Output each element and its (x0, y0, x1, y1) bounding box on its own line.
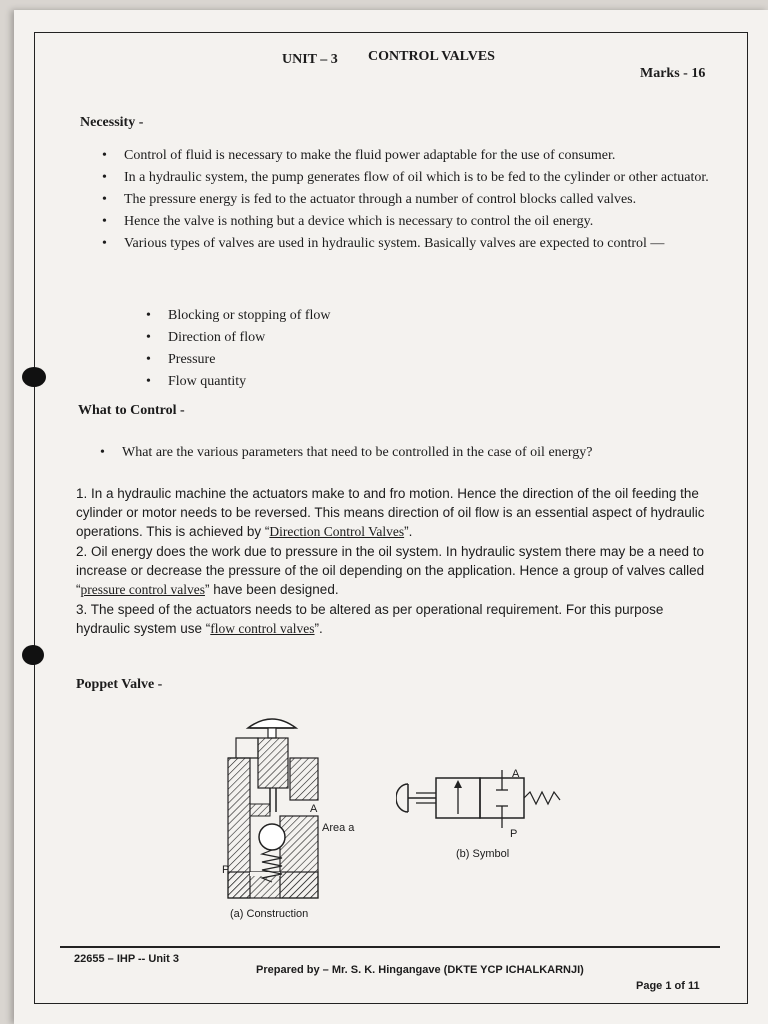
ink-blot (22, 367, 46, 387)
unit-label: UNIT – 3 (282, 52, 338, 67)
list-item: • Various types of valves are used in hydraulic system. Basically valves are expected to control — (102, 234, 722, 254)
control-sub-list (146, 306, 546, 394)
poppet-symbol-diagram (396, 770, 566, 832)
symbol-port-p-label: P (510, 828, 518, 840)
list-item: • Hence the valve is nothing but a device which is necessary to control the oil energy. (102, 212, 722, 232)
direction-paragraph: 1. In a hydraulic machine the actuators make to and fro motion. Hence the direction of the oil feeding the cylinder or motor needs to be reversed. This means direction of oil flow is an essential aspect of hydraulic operations. This is achieved by “Direction Control Valves”. (76, 486, 705, 539)
list-item: • In a hydraulic system, the pump generates flow of oil which is to be fed to the cylinder or other actuator. (102, 168, 722, 188)
prepared-by: Prepared by – Mr. S. K. Hingangave (DKTE YCP ICHALKARNJI) (256, 964, 584, 976)
symbol-caption: (b) Symbol (456, 848, 510, 860)
list-item: • Direction of flow (146, 328, 546, 348)
page-title: CONTROL VALVES (368, 49, 495, 64)
question-list (100, 443, 720, 465)
marks-label: Marks - 16 (640, 66, 706, 81)
list-item: • Control of fluid is necessary to make the fluid power adaptable for the use of consumer. (102, 146, 722, 166)
ink-blot (22, 645, 44, 665)
area-a-label: Area a (322, 822, 355, 834)
necessity-heading: Necessity - (80, 115, 144, 130)
flow-control-valves-term: flow control valves (210, 621, 315, 636)
list-item: • Flow quantity (146, 372, 546, 392)
flow-paragraph: 3. The speed of the actuators needs to be altered as per operational requirement. For this purpose hydraulic system use “flow control valves”. (76, 602, 664, 636)
pressure-paragraph: 2. Oil energy does the work due to pressure in the oil system. In hydraulic system there may be a need to increase or decrease the pressure of the oil depending on the application. Hence a group of valves called “pressure control valves” have been designed. (76, 544, 705, 597)
list-item: • What are the various parameters that need to be controlled in the case of oil energy? (100, 443, 720, 463)
poppet-valve-heading: Poppet Valve - (76, 677, 163, 692)
page-number: Page 1 of 11 (636, 980, 700, 992)
list-item: • The pressure energy is fed to the actuator through a number of control blocks called valves. (102, 190, 722, 210)
what-to-control-heading: What to Control - (78, 403, 185, 418)
port-p-label: P (222, 864, 230, 876)
course-code: 22655 – IHP -- Unit 3 (74, 953, 179, 965)
symbol-port-a-label: A (512, 768, 520, 780)
footer-divider (60, 946, 720, 948)
list-item: • Blocking or stopping of flow (146, 306, 546, 326)
necessity-bullet-list (102, 146, 722, 256)
direction-control-valves-term: Direction Control Valves (269, 524, 405, 539)
port-a-label: A (310, 803, 318, 815)
construction-caption: (a) Construction (230, 908, 309, 920)
pressure-control-valves-term: pressure control valves (80, 582, 205, 597)
list-item: • Pressure (146, 350, 546, 370)
